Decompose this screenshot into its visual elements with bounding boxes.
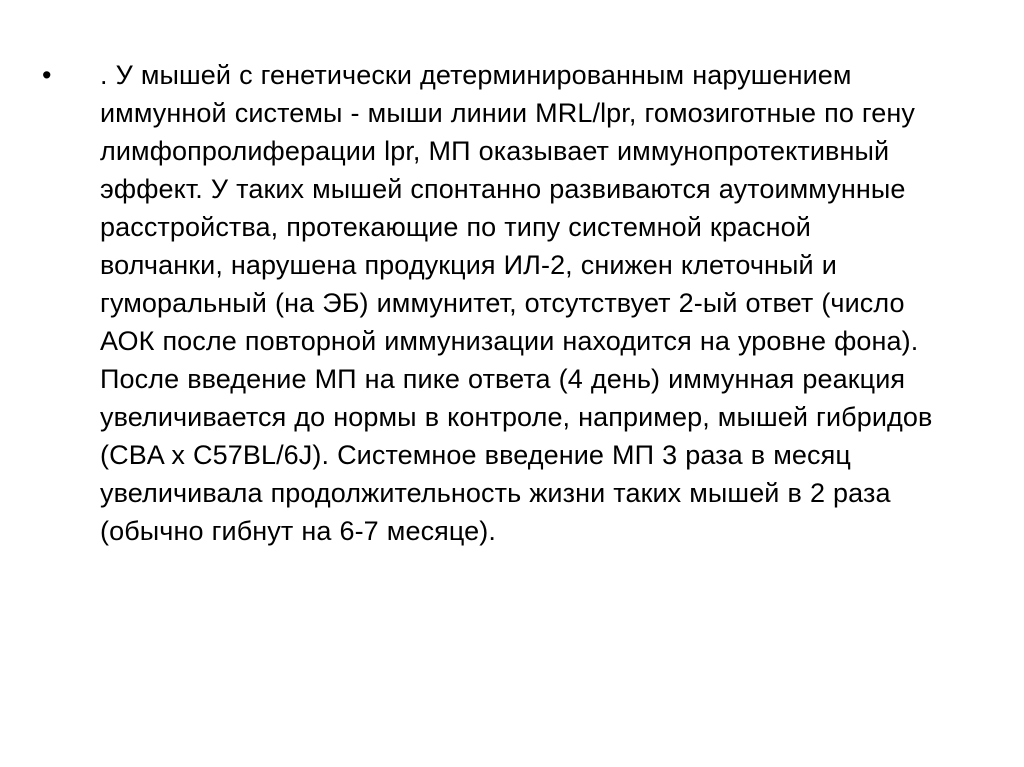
bullet-paragraph-text: . У мышей с генетически детерминированным нарушением иммунной системы - мыши линии MRL/lpr, гомозиготные по гену лимфопролиферации lpr, МП оказывает иммунопротективный эффект. У таких мышей спонтанно развиваются аутоиммунные расстройства, протекающие по типу системной красной волчанки, нарушена продукция ИЛ-2, снижен клеточный и гуморальный (на ЭБ) иммунитет, отсутствует 2-ый ответ (число АОК после повторной иммунизации находится на уровне фона). После введение МП на пике ответа (4 день) иммунная реакция увеличивается до нормы в контроле, например, мышей гибридов (CBA x C57BL/6J). Системное введение МП 3 раза в месяц увеличивала продолжительность жизни таких мышей в 2 раза (обычно гибнут на 6-7 месяце). — [100, 60, 933, 546]
bullet-marker-icon: • — [42, 60, 52, 90]
list-item — [38, 56, 958, 550]
content-placeholder — [38, 56, 958, 550]
